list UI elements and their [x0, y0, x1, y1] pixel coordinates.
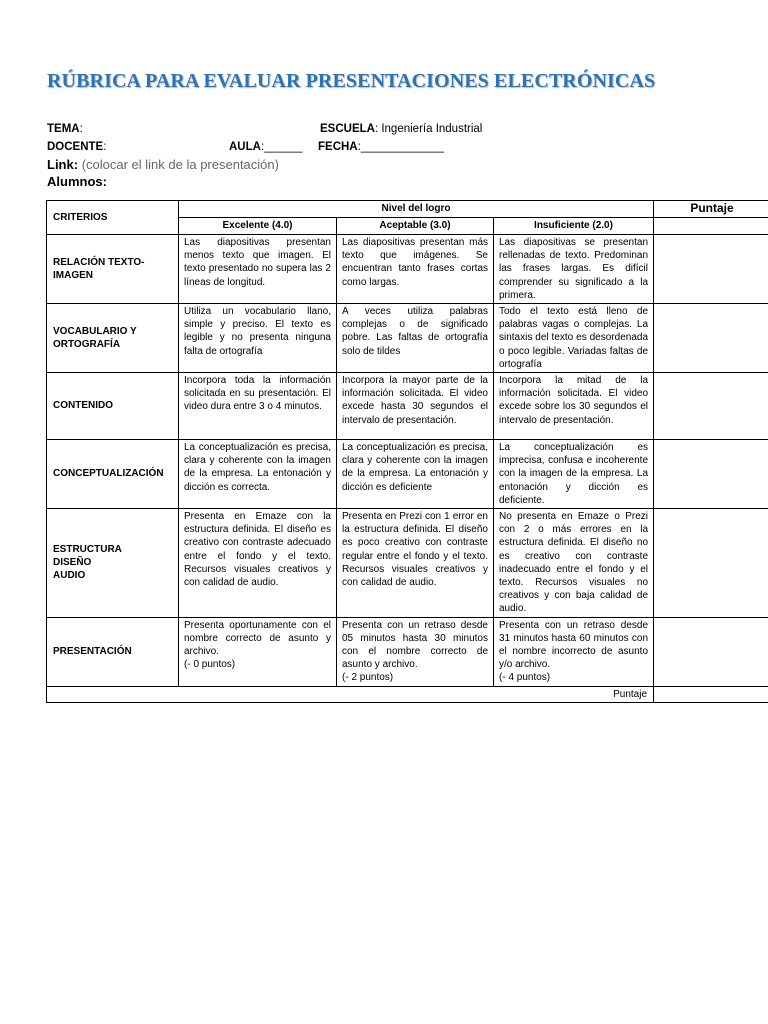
cell-excelente: Presenta en Emaze con la estructura definida. El diseño es creativo con contraste adecuado entre el fondo y el texto. Recursos visuales creativos y con calidad de audio.	[179, 509, 337, 618]
table-footer-row	[47, 686, 768, 702]
level-excelente-header: Excelente (4.0)	[179, 218, 337, 235]
fecha-label: FECHA	[318, 141, 358, 153]
aula-blank: ______	[264, 141, 303, 153]
fecha-blank: _____________	[360, 141, 444, 153]
score-cell	[654, 617, 768, 686]
criterion-label: PRESENTACIÓN	[47, 617, 179, 686]
link-field: Link: (colocar el link de la presentación)	[47, 157, 279, 172]
escuela-value: Ingeniería Industrial	[381, 123, 483, 135]
rubric-table	[46, 200, 768, 703]
table-row-presentacion	[47, 617, 768, 686]
escuela-label: ESCUELA	[320, 123, 375, 135]
cell-insuficiente: Incorpora la mitad de la información solicitada. El video excede sobre los 30 segundos el intervalo de presentación.	[494, 373, 654, 440]
tema-label: TEMA	[47, 123, 80, 135]
criterion-label: RELACIÓN TEXTO- IMAGEN	[47, 235, 179, 304]
score-cell	[654, 440, 768, 509]
cell-excelente: Utiliza un vocabulario llano, simple y preciso. El texto es legible y no presenta ninguna falta de ortografía	[179, 304, 337, 373]
level-aceptable-header: Aceptable (3.0)	[337, 218, 494, 235]
table-row-estructura-diseno-audio	[47, 509, 768, 618]
criterion-label: ESTRUCTURA DISEÑO AUDIO	[47, 509, 179, 618]
cell-aceptable: A veces utiliza palabras complejas o de significado pobre. Las faltas de ortografía solo de tildes	[337, 304, 494, 373]
criterion-label: CONCEPTUALIZACIÓN	[47, 440, 179, 509]
score-cell	[654, 373, 768, 440]
puntaje-subheader-cell	[654, 218, 768, 235]
score-cell	[654, 509, 768, 618]
cell-excelente: Incorpora toda la información solicitada en su presentación. El video dura entre 3 o 4 minutos.	[179, 373, 337, 440]
score-cell	[654, 304, 768, 373]
cell-aceptable: La conceptualización es precisa, clara y coherente con la imagen de la empresa. La entonación y dicción es deficiente	[337, 440, 494, 509]
nivel-del-logro-header: Nivel del logro	[179, 201, 654, 218]
table-row-contenido	[47, 373, 768, 440]
puntaje-header: Puntaje	[654, 201, 768, 218]
table-row-relacion-texto-imagen	[47, 235, 768, 304]
cell-insuficiente: Las diapositivas se presentan rellenadas de texto. Predominan las frases largas. Es difícil comprender su significado a la primera.	[494, 235, 654, 304]
criterios-header: CRITERIOS	[47, 201, 179, 235]
tema-field: TEMA:	[47, 123, 83, 135]
link-label: Link	[47, 157, 74, 172]
cell-aceptable: Incorpora la mayor parte de la información solicitada. El video excede hasta 30 segundos el intervalo de presentación.	[337, 373, 494, 440]
alumnos-label: Alumnos	[47, 174, 103, 189]
cell-insuficiente: La conceptualización es imprecisa, confusa e incoherente con la imagen de la empresa. La entonación y dicción es deficiente.	[494, 440, 654, 509]
cell-insuficiente: No presenta en Emaze o Prezi con 2 o más errores en la estructura definida. El diseño no es creativo con contraste inadecuado entre el fondo y el texto. Recursos visuales no creativos y con baja calidad de audio.	[494, 509, 654, 618]
puntaje-total-label: Puntaje	[47, 686, 654, 702]
level-insuficiente-header: Insuficiente (2.0)	[494, 218, 654, 235]
aula-field: AULA:______	[229, 141, 303, 153]
cell-insuficiente: Presenta con un retraso desde 31 minutos hasta 60 minutos con el nombre incorrecto de asunto y/o archivo. (- 4 puntos)	[494, 617, 654, 686]
cell-aceptable: Presenta con un retraso desde 05 minutos hasta 30 minutos con el nombre correcto de asunto y archivo. (- 2 puntos)	[337, 617, 494, 686]
link-hint: (colocar el link de la presentación)	[81, 157, 279, 172]
table-header-row	[47, 201, 768, 218]
cell-excelente: La conceptualización es precisa, clara y coherente con la imagen de la empresa. La entonación y dicción es correcta.	[179, 440, 337, 509]
cell-insuficiente: Todo el texto está lleno de palabras vagas o complejas. La sintaxis del texto es desordenada o poco legible. Variadas faltas de ortografía	[494, 304, 654, 373]
criterion-label: CONTENIDO	[47, 373, 179, 440]
aula-label: AULA	[229, 141, 261, 153]
cell-aceptable: Las diapositivas presentan más texto que imágenes. Se encuentran tanto frases cortas como largas.	[337, 235, 494, 304]
escuela-field: ESCUELA: Ingeniería Industrial	[320, 123, 483, 135]
score-cell	[654, 235, 768, 304]
criterion-label: VOCABULARIO Y ORTOGRAFÍA	[47, 304, 179, 373]
table-row-conceptualizacion	[47, 440, 768, 509]
document-title: RÚBRICA PARA EVALUAR PRESENTACIONES ELECTRÓNICAS	[47, 70, 656, 92]
table-row-vocabulario-ortografia	[47, 304, 768, 373]
cell-aceptable: Presenta en Prezi con 1 error en la estructura definida. El diseño es poco creativo con contraste regular entre el fondo y el texto. Recursos visuales creativos y con calidad de audio.	[337, 509, 494, 618]
fecha-field: FECHA:_____________	[318, 141, 444, 153]
docente-label: DOCENTE	[47, 141, 104, 153]
total-score-cell	[654, 686, 768, 702]
cell-excelente: Las diapositivas presentan menos texto que imagen. El texto presentado no supera las 2 líneas de longitud.	[179, 235, 337, 304]
alumnos-field: Alumnos:	[47, 174, 107, 189]
cell-excelente: Presenta oportunamente con el nombre correcto de asunto y archivo. (- 0 puntos)	[179, 617, 337, 686]
docente-field: DOCENTE:	[47, 141, 107, 153]
